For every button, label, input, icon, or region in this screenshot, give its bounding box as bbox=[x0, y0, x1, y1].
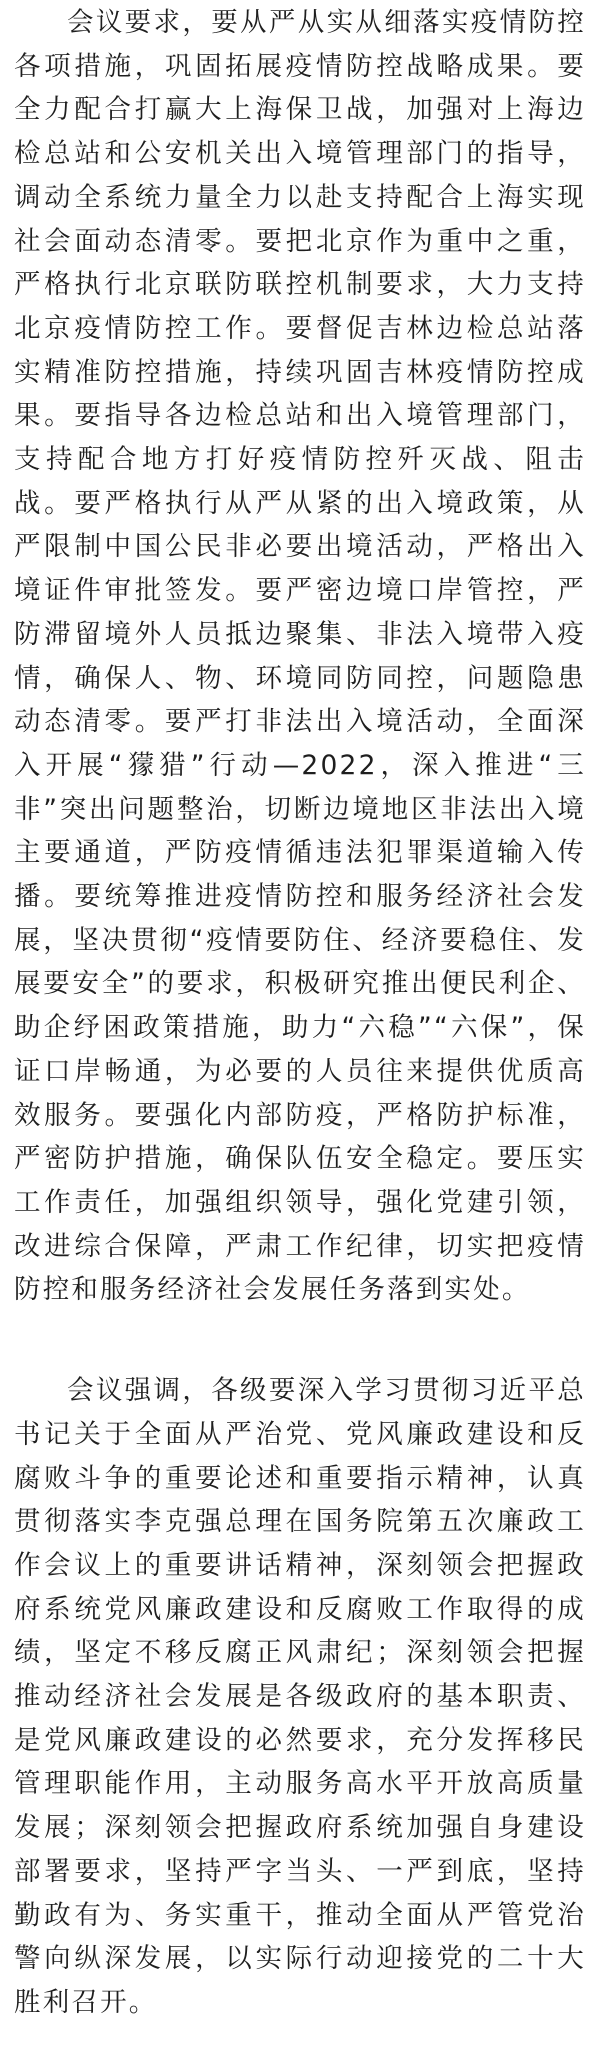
article-paragraph: 会议要求，要从严从实从细落实疫情防控各项措施，巩固拓展疫情防控战略成果。要全力配合打赢大上海保卫战，加强对上海边检总站和公安机关出入境管理部门的指导，调动全系统力量全力以赴支持配合上海实现社会面动态清零。要把北京作为重中之重，严格执行北京联防联控机制要求，大力支持北京疫情防控工作。要督促吉林边检总站落实精准防控措施，持续巩固吉林疫情防控成果。要指导各边检总站和出入境管理部门，支持配合地方打好疫情防控歼灭战、阻击战。要严格执行从严从紧的出入境政策，从严限制中国公民非必要出境活动，严格出入境证件审批签发。要严密边境口岸管控，严防滞留境外人员抵边聚集、非法入境带入疫情，确保人、物、环境同防同控，问题隐患动态清零。要严打非法出入境活动，全面深入开展“獴猎”行动—2022，深入推进“三非”突出问题整治，切断边境地区非法出入境主要通道，严防疫情循违法犯罪渠道输入传播。要统筹推进疫情防控和服务经济社会发展，坚决贯彻“疫情要防住、经济要稳住、发展要安全”的要求，积极研究推出便民利企、助企纾困政策措施，助力“六稳”“六保”，保证口岸畅通，为必要的人员往来提供优质高效服务。要强化内部防疫，严格防护标准，严密防护措施，确保队伍安全稳定。要压实工作责任，加强组织领导，强化党建引领，改进综合保障，严肃工作纪律，切实把疫情防控和服务经济社会发展任务落到实处。 bbox=[14, 7, 586, 1306]
article-body bbox=[14, 0, 586, 2025]
article-paragraph: 会议强调，各级要深入学习贯彻习近平总书记关于全面从严治党、党风廉政建设和反腐败斗争的重要论述和重要指示精神，认真贯彻落实李克强总理在国务院第五次廉政工作会议上的重要讲话精神，深刻领会把握政府系统党风廉政建设和反腐败工作取得的成绩，坚定不移反腐正风肃纪；深刻领会把握推动经济社会发展是各级政府的基本职责、是党风廉政建设的必然要求，充分发挥移民管理职能作用，主动服务高水平开放高质量发展；深刻领会把握政府系统加强自身建设部署要求，坚持严字当头、一严到底，坚持勤政有为、务实重干，推动全面从严管党治警向纵深发展，以实际行动迎接党的二十大胜利召开。 bbox=[14, 1375, 586, 2018]
